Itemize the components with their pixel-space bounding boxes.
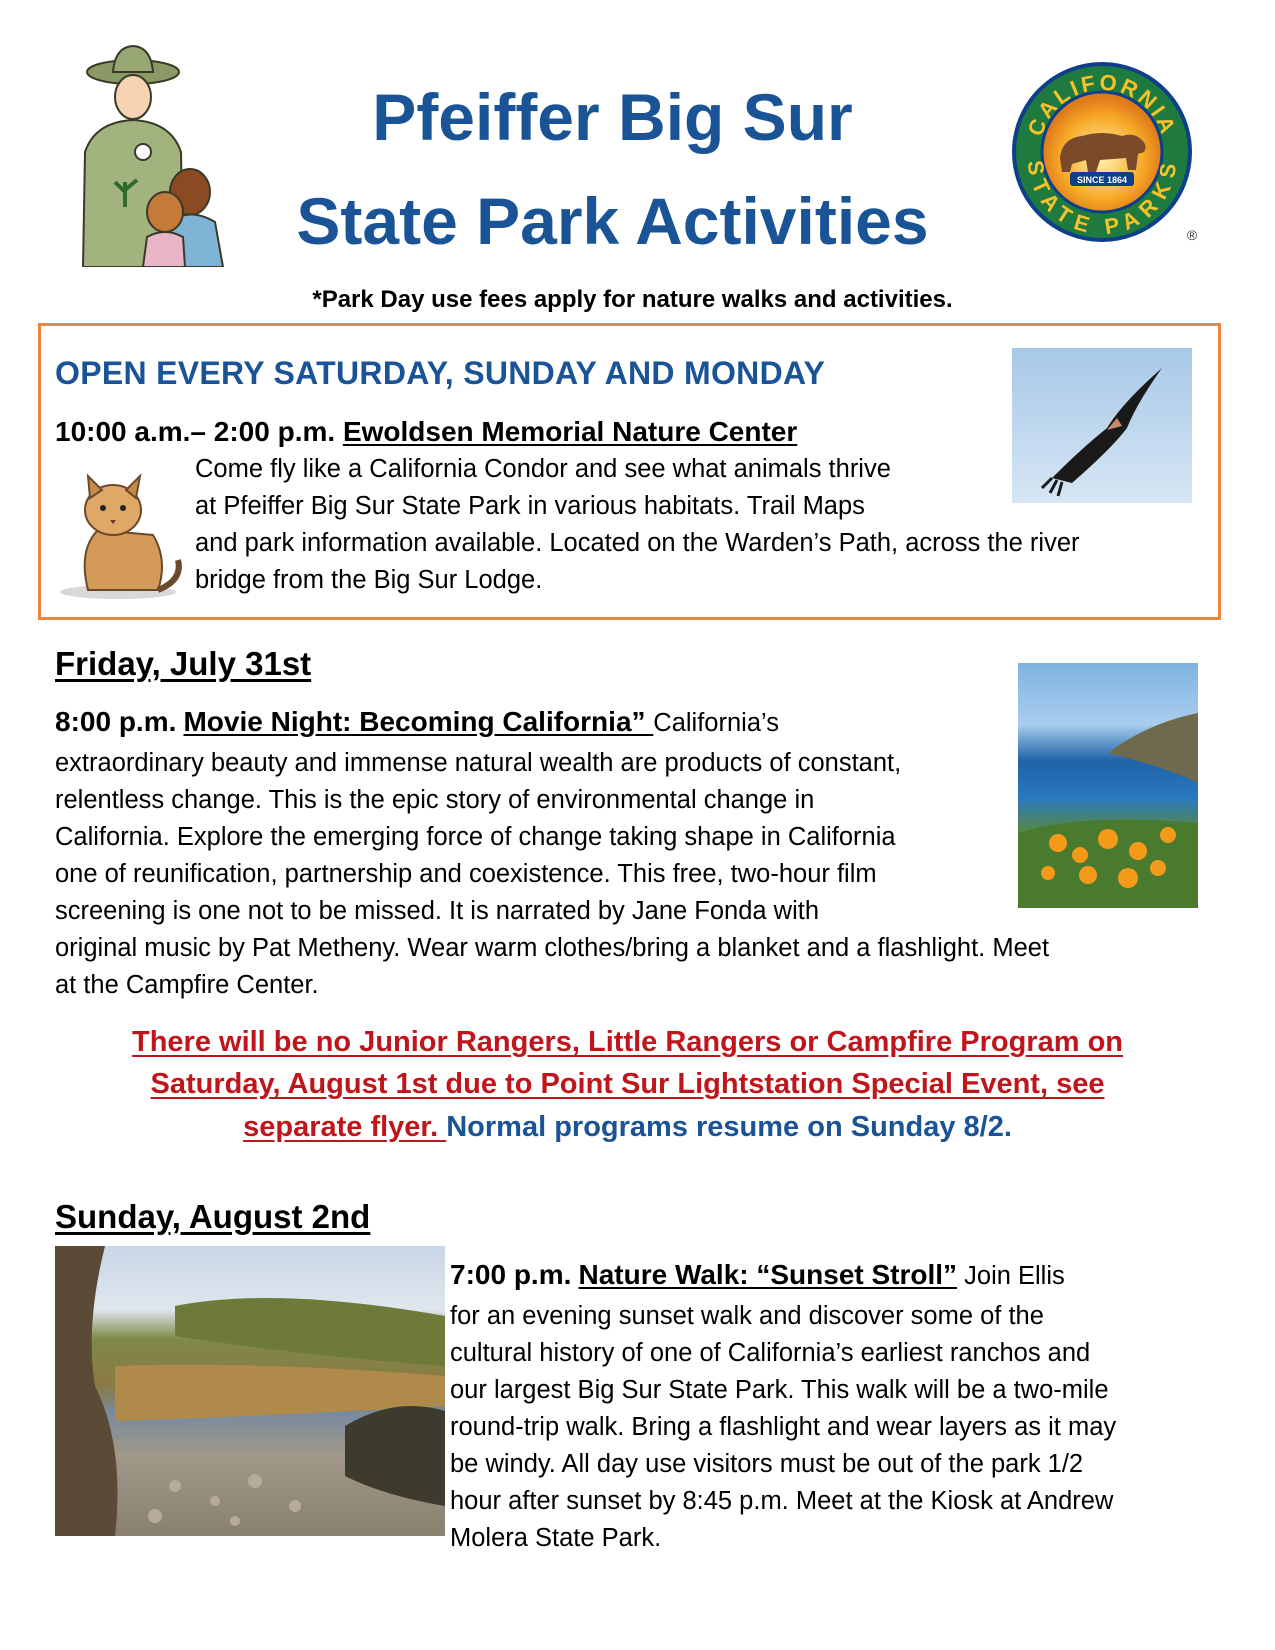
friday-desc-line-4: one of reunification, partnership and coexistence. This free, two-hour film	[55, 860, 877, 888]
bobcat-illustration	[58, 470, 193, 600]
friday-desc-line-6: original music by Pat Metheny. Wear warm clothes/bring a blanket and a flashlight. Meet	[55, 934, 1050, 962]
sunday-event-title: Nature Walk: “Sunset Stroll”	[578, 1259, 958, 1290]
open-desc-line-3: and park information available. Located on the Warden’s Path, across the river	[195, 529, 1080, 557]
sunday-desc-line-7: Molera State Park.	[450, 1524, 662, 1552]
condor-photo	[1012, 348, 1192, 503]
open-heading: OPEN EVERY SATURDAY, SUNDAY AND MONDAY	[55, 355, 826, 391]
logo-since-text: SINCE 1864	[1076, 175, 1128, 185]
title-line-2: State Park Activities	[296, 184, 929, 258]
friday-heading: Friday, July 31st	[55, 645, 312, 682]
notice-line-1: There will be no Junior Rangers, Little Rangers or Campfire Program on	[131, 1026, 1123, 1058]
friday-desc-line-2: relentless change. This is the epic story of environmental change in	[55, 786, 815, 814]
sunday-first-line-rest: Join Ellis	[957, 1262, 1065, 1290]
notice-blue-part: Normal programs resume on Sunday 8/2.	[446, 1111, 1012, 1143]
rocky-beach-photo	[55, 1246, 445, 1536]
open-desc-line-1: Come fly like a California Condor and see what animals thrive	[195, 455, 891, 483]
friday-desc-line-1: extraordinary beauty and immense natural wealth are products of constant,	[55, 749, 902, 777]
friday-desc-line-3: California. Explore the emerging force of change taking shape in California	[55, 823, 896, 851]
notice-line-2: Saturday, August 1st due to Point Sur Lightstation Special Event, see	[150, 1068, 1105, 1100]
open-desc-line-2: at Pfeiffer Big Sur State Park in various habitats. Trail Maps	[195, 492, 865, 520]
sunday-desc-line-4: round-trip walk. Bring a flashlight and wear layers as it may	[450, 1413, 1117, 1441]
sunday-desc-line-3: our largest Big Sur State Park. This walk will be a two-mile	[450, 1376, 1109, 1404]
sunday-line-1	[450, 1260, 1065, 1291]
sunday-desc-line-2: cultural history of one of California’s earliest ranchos and	[450, 1339, 1091, 1367]
open-desc-line-4: bridge from the Big Sur Lodge.	[195, 566, 543, 594]
coast-poppies-photo	[1018, 663, 1198, 908]
friday-event-title: Movie Night: Becoming California”	[183, 706, 654, 737]
friday-first-line-rest: California’s	[653, 709, 779, 737]
open-time-line	[55, 417, 797, 448]
open-time: 10:00 a.m.– 2:00 p.m.	[55, 416, 336, 447]
sunday-desc-line-6: hour after sunset by 8:45 p.m. Meet at the Kiosk at Andrew	[450, 1487, 1114, 1515]
sunday-desc-line-5: be windy. All day use visitors must be out of the park 1/2	[450, 1450, 1084, 1478]
friday-desc-line-7: at the Campfire Center.	[55, 971, 319, 999]
friday-desc-line-5: screening is one not to be missed. It is narrated by Jane Fonda with	[55, 897, 820, 925]
logo-top-text: CALIFORNIA	[1022, 69, 1182, 140]
open-event-title: Ewoldsen Memorial Nature Center	[342, 416, 798, 447]
sunday-heading: Sunday, August 2nd	[55, 1198, 371, 1235]
sunday-time: 7:00 p.m.	[450, 1259, 572, 1290]
logo-registered-mark: ®	[1186, 227, 1198, 243]
logo-bottom-text: STATE PARKS	[1022, 158, 1182, 240]
title-line-1: Pfeiffer Big Sur	[372, 80, 853, 154]
sunday-desc-line-1: for an evening sunset walk and discover some of the	[450, 1302, 1044, 1330]
notice-red-part: separate flyer.	[243, 1111, 447, 1143]
state-parks-logo	[1010, 60, 1210, 245]
friday-line-1	[55, 707, 779, 738]
notice-line-3	[0, 1111, 1275, 1144]
friday-time: 8:00 p.m.	[55, 706, 177, 737]
fee-note: *Park Day use fees apply for nature walks and activities.	[312, 286, 953, 313]
